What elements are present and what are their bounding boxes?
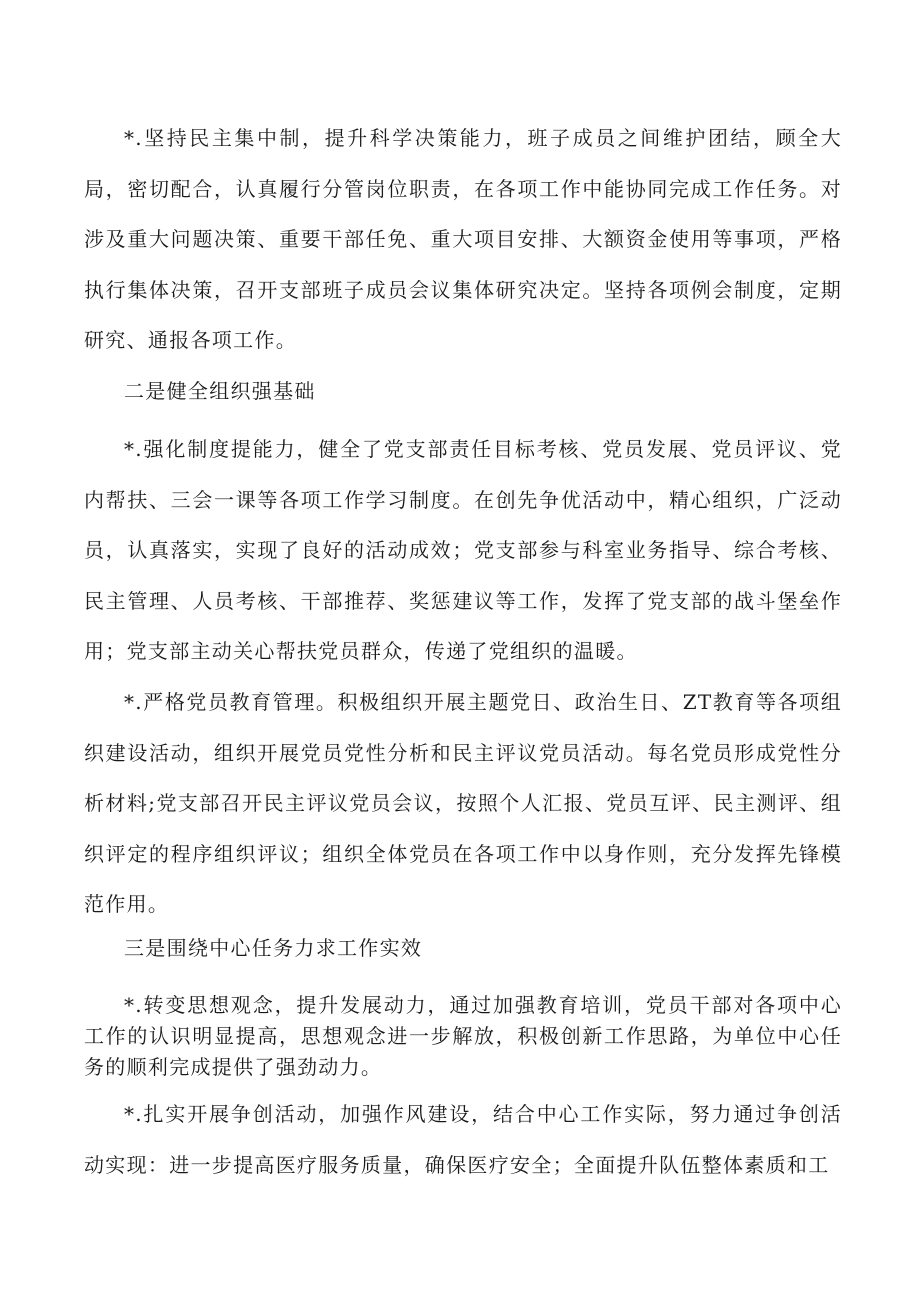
section-heading-organization: 二是健全组织强基础	[124, 379, 316, 403]
paragraph-democratic-centralism: *.坚持民主集中制，提升科学决策能力，班子成员之间维护团结，顾全大局，密切配合，认真履行分管岗位职责，在各项工作中能协同完成工作任务。对涉及重大问题决策、重要干部任免、重大项目安排、大额资金使用等事项，严格执行集体决策，召开支部班子成员会议集体研究决定。坚持各项例会制度，定期研究、通报各项工作。	[84, 126, 842, 353]
paragraph-competition-activities: *.扎实开展争创活动，加强作风建设，结合中心工作实际，努力通过争创活动实现：进一步提高医疗服务质量，确保医疗安全；全面提升队伍整体素质和工	[84, 1102, 842, 1177]
paragraph-member-education: *.严格党员教育管理。积极组织开展主题党日、政治生日、ZT教育等各项组织建设活动，组织开展党员党性分析和民主评议党员活动。每名党员形成党性分析材料;党支部召开民主评议党员会议，按照个人汇报、党员互评、民主测评、组织评定的程序组织评议；组织全体党员在各项工作中以身作则，充分发挥先锋模范作用。	[84, 690, 842, 917]
paragraph-institution-building: *.强化制度提能力，健全了党支部责任目标考核、党员发展、党员评议、党内帮扶、三会一课等各项工作学习制度。在创先争优活动中，精心组织，广泛动员，认真落实，实现了良好的活动成效；党支部参与科室业务指导、综合考核、民主管理、人员考核、干部推荐、奖惩建议等工作，发挥了党支部的战斗堡垒作用；党支部主动关心帮扶党员群众，传递了党组织的温暖。	[84, 437, 842, 664]
section-heading-central-tasks: 三是围绕中心任务力求工作实效	[124, 936, 423, 960]
paragraph-mindset-change: *.转变思想观念，提升发展动力，通过加强教育培训，党员干部对各项中心工作的认识明显提高，思想观念进一步解放，积极创新工作思路，为单位中心任务的顺利完成提供了强劲动力。	[84, 993, 842, 1079]
